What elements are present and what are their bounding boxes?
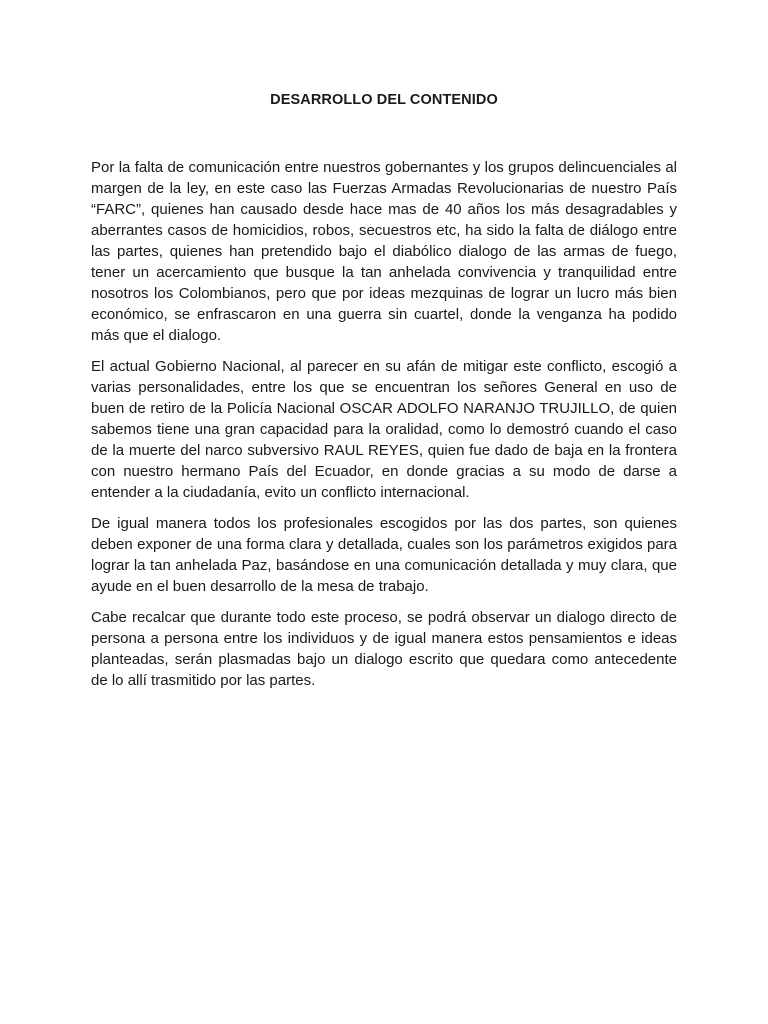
paragraph-2: El actual Gobierno Nacional, al parecer en su afán de mitigar este conflicto, escogió a varias personalidades, entre los que se encuentran los señores General en uso de buen de retiro de la Policía Nacional OSCAR ADOLFO NARANJO TRUJILLO, de quien sabemos tiene una gran capacidad para la oralidad, como lo demostró cuando el caso de la muerte del narco subversivo RAUL REYES, quien fue dado de baja en la frontera con nuestro hermano País del Ecuador, en donde gracias a su modo de darse a entender a la ciudadanía, evito un conflicto internacional. <box>91 358 677 501</box>
document-body <box>91 157 677 701</box>
document-title: DESARROLLO DEL CONTENIDO <box>270 92 498 108</box>
paragraph-3: De igual manera todos los profesionales escogidos por las dos partes, son quienes deben exponer de una forma clara y detallada, cuales son los parámetros exigidos para lograr la tan anhelada Paz, basándose en una comunicación detallada y muy clara, que ayude en el buen desarrollo de la mesa de trabajo. <box>91 515 677 595</box>
paragraph-4: Cabe recalcar que durante todo este proceso, se podrá observar un dialogo directo de persona a persona entre los individuos y de igual manera estos pensamientos e ideas planteadas, serán plasmadas bajo un dialogo escrito que quedara como antecedente de lo allí trasmitido por las partes. <box>91 609 677 689</box>
paragraph-1: Por la falta de comunicación entre nuestros gobernantes y los grupos delincuenciales al margen de la ley, en este caso las Fuerzas Armadas Revolucionarias de nuestro País “FARC”, quienes han causado desde hace mas de 40 años los más desagradables y aberrantes casos de homicidios, robos, secuestros etc, ha sido la falta de diálogo entre las partes, quienes han pretendido bajo el diabólico dialogo de las armas de fuego, tener un acercamiento que busque la tan anhelada convivencia y tranquilidad entre nosotros los Colombianos, pero que por ideas mezquinas de lograr un lucro más bien económico, se enfrascaron en una guerra sin cuartel, donde la venganza ha podido más que el dialogo. <box>91 159 677 344</box>
